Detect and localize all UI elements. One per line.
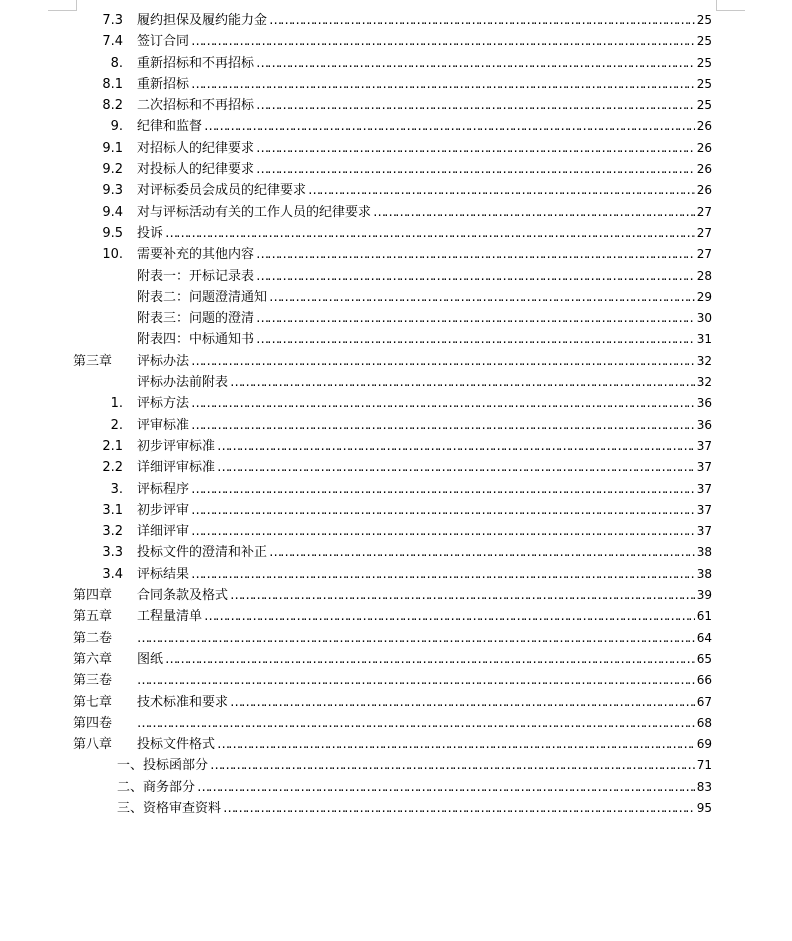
toc-entry-page-number: 37 (696, 524, 712, 539)
toc-entry-title: 评标办法 …………………………………………………………………………………………………………………………………………………………………………………………………… (137, 351, 695, 372)
toc-entry[interactable] (0, 585, 792, 606)
toc-entry[interactable] (0, 95, 792, 116)
toc-entry-page-number: 32 (696, 353, 712, 368)
toc-entry-page-number: 38 (696, 566, 712, 581)
toc-entry-title: 初步评审标准 …………………………………………………………………………………………………………………………………………………………………………………………………… (137, 436, 695, 457)
toc-entry-number: 第五章 (73, 609, 113, 625)
toc-entry[interactable] (0, 116, 792, 137)
toc-entry[interactable] (0, 10, 792, 31)
toc-entry-page-number: 39 (696, 588, 712, 603)
toc-entry-page-number: 27 (696, 204, 712, 219)
toc-entry-number: 第三卷 (73, 673, 113, 689)
toc-entry-page-number: 69 (696, 737, 712, 752)
toc-entry-title: 纪律和监督 …………………………………………………………………………………………………………………………………………………………………………………………………… (137, 116, 695, 137)
toc-entry-number: 9.1 (102, 140, 123, 156)
toc-entry-title: 对投标人的纪律要求 …………………………………………………………………………………………………………………………………………………………………………………………………… (137, 159, 695, 180)
toc-entry-number: 第四卷 (73, 715, 113, 731)
toc-entry[interactable] (0, 74, 792, 95)
toc-entry[interactable] (0, 479, 792, 500)
toc-entry-number: 第三章 (73, 353, 113, 369)
toc-entry-title: 重新招标和不再招标 …………………………………………………………………………………………………………………………………………………………………………………………………… (137, 53, 695, 74)
toc-entry-page-number: 61 (696, 609, 712, 624)
toc-entry-title: 重新招标 …………………………………………………………………………………………………………………………………………………………………………………………………… (137, 74, 695, 95)
toc-entry[interactable] (0, 500, 792, 521)
toc-entry-number: 第六章 (73, 651, 113, 667)
toc-entry-title: 对评标委员会成员的纪律要求 …………………………………………………………………………………………………………………………………………………………………………………………………… (137, 180, 695, 201)
toc-entry-page-number: 64 (696, 630, 712, 645)
toc-entry[interactable] (0, 755, 792, 776)
toc-entry-title: 初步评审 …………………………………………………………………………………………………………………………………………………………………………………………………… (137, 500, 695, 521)
toc-entry[interactable] (0, 180, 792, 201)
toc-entry-page-number: 32 (696, 375, 712, 390)
toc-entry[interactable] (0, 372, 792, 393)
toc-entry-number: 3. (110, 481, 123, 497)
toc-entry[interactable] (0, 521, 792, 542)
toc-entry-page-number: 29 (696, 289, 712, 304)
toc-entry-page-number: 28 (696, 268, 712, 283)
toc-entry-number: 10. (102, 247, 123, 263)
toc-entry-page-number: 30 (696, 311, 712, 326)
toc-entry-number: 第二卷 (73, 630, 113, 646)
toc-entry-title: 投标文件格式 …………………………………………………………………………………………………………………………………………………………………………………………………… (137, 734, 695, 755)
toc-entry[interactable] (0, 564, 792, 585)
toc-entry-number: 2.1 (102, 438, 123, 454)
toc-entry-title: 合同条款及格式 …………………………………………………………………………………………………………………………………………………………………………………………………… (137, 585, 695, 606)
toc-entry-title: 需要补充的其他内容 …………………………………………………………………………………………………………………………………………………………………………………………………… (137, 244, 695, 265)
toc-entry-number: 9.2 (102, 162, 123, 178)
toc-entry-page-number: 27 (696, 225, 712, 240)
toc-entry-page-number: 67 (696, 694, 712, 709)
toc-entry[interactable] (0, 159, 792, 180)
toc-entry[interactable] (0, 329, 792, 350)
toc-entry-number: 3.2 (102, 524, 123, 540)
toc-entry-title: 投诉 …………………………………………………………………………………………………………………………………………………………………………………………………… (137, 223, 695, 244)
toc-entry-title: 评标结果 …………………………………………………………………………………………………………………………………………………………………………………………………… (137, 564, 695, 585)
toc-entry[interactable] (0, 393, 792, 414)
toc-entry[interactable] (0, 457, 792, 478)
toc-entry-title: 评审标准 …………………………………………………………………………………………………………………………………………………………………………………………………… (137, 415, 695, 436)
toc-entry-number: 7.3 (102, 13, 123, 28)
toc-entry-title: 图纸 …………………………………………………………………………………………………………………………………………………………………………………………………… (137, 649, 695, 670)
toc-entry-page-number: 38 (696, 545, 712, 560)
toc-entry-title (137, 670, 695, 691)
toc-entry-number: 9.3 (102, 183, 123, 199)
toc-entry[interactable] (0, 798, 792, 819)
toc-entry[interactable] (0, 138, 792, 159)
toc-entry-title: 二、商务部分 …………………………………………………………………………………………………………………………………………………………………………………………………… (117, 777, 695, 798)
toc-entry[interactable] (0, 202, 792, 223)
table-of-contents (0, 10, 792, 819)
toc-entry-title: 附表二：问题澄清通知 …………………………………………………………………………………………………………………………………………………………………………………………………… (137, 287, 695, 308)
toc-entry-title: 工程量清单 …………………………………………………………………………………………………………………………………………………………………………………………………… (137, 606, 695, 627)
toc-entry-title (137, 628, 695, 649)
toc-entry[interactable] (0, 415, 792, 436)
toc-entry-page-number: 25 (696, 13, 712, 27)
toc-entry-title: 详细评审 …………………………………………………………………………………………………………………………………………………………………………………………………… (137, 521, 695, 542)
toc-entry-page-number: 37 (696, 438, 712, 453)
toc-entry[interactable] (0, 436, 792, 457)
toc-entry-page-number: 36 (696, 396, 712, 411)
toc-entry-title: 详细评审标准 …………………………………………………………………………………………………………………………………………………………………………………………………… (137, 457, 695, 478)
toc-entry-title: 对与评标活动有关的工作人员的纪律要求 …………………………………………………………………………………………………………………………………………………………………………………………………… (137, 202, 695, 223)
toc-entry-page-number: 37 (696, 460, 712, 475)
toc-entry-number: 第八章 (73, 737, 113, 753)
toc-entry-number: 2.2 (102, 460, 123, 476)
toc-entry-number: 8. (110, 55, 123, 71)
toc-entry-page-number: 25 (696, 98, 712, 113)
toc-entry-title: 附表三：问题的澄清 …………………………………………………………………………………………………………………………………………………………………………………………………… (137, 308, 695, 329)
toc-entry-title: 二次招标和不再招标 …………………………………………………………………………………………………………………………………………………………………………………………………… (137, 95, 695, 116)
toc-entry-page-number: 25 (696, 55, 712, 70)
toc-entry-page-number: 68 (696, 715, 712, 730)
toc-entry[interactable] (0, 734, 792, 755)
toc-entry[interactable] (0, 244, 792, 265)
toc-entry-title (137, 713, 695, 734)
toc-entry-page-number: 37 (696, 481, 712, 496)
toc-entry-number: 9.5 (102, 225, 123, 241)
toc-entry-page-number: 36 (696, 417, 712, 432)
toc-entry[interactable] (0, 287, 792, 308)
toc-entry-page-number: 27 (696, 247, 712, 262)
toc-entry-title: 评标办法前附表 …………………………………………………………………………………………………………………………………………………………………………………………………… (137, 372, 695, 393)
toc-entry-page-number: 65 (696, 651, 712, 666)
toc-entry-number: 8.1 (102, 76, 123, 92)
toc-entry-page-number: 83 (696, 779, 712, 794)
toc-entry[interactable] (0, 266, 792, 287)
toc-entry-number: 8.2 (102, 98, 123, 114)
toc-entry[interactable] (0, 606, 792, 627)
toc-entry-page-number: 71 (696, 758, 712, 773)
toc-entry[interactable] (0, 628, 792, 649)
toc-entry-title: 履约担保及履约能力金 …………………………………………………………………………………………………………………………………………………………………………………………………… (137, 10, 695, 31)
toc-entry[interactable] (0, 223, 792, 244)
toc-entry-number: 第四章 (73, 588, 113, 604)
toc-entry-number: 7.4 (102, 34, 123, 50)
toc-entry-title: 技术标准和要求 …………………………………………………………………………………………………………………………………………………………………………………………………… (137, 692, 695, 713)
toc-entry[interactable] (0, 777, 792, 798)
toc-entry[interactable] (0, 542, 792, 563)
toc-entry-title: 评标方法 …………………………………………………………………………………………………………………………………………………………………………………………………… (137, 393, 695, 414)
toc-entry-title: 三、资格审查资料 …………………………………………………………………………………………………………………………………………………………………………………………………… (117, 798, 695, 819)
toc-entry[interactable] (0, 670, 792, 691)
toc-entry-page-number: 25 (696, 34, 712, 49)
toc-entry[interactable] (0, 351, 792, 372)
toc-entry-page-number: 26 (696, 119, 712, 134)
toc-entry-number: 1. (110, 396, 123, 412)
toc-entry[interactable] (0, 31, 792, 52)
toc-entry-page-number: 26 (696, 140, 712, 155)
toc-entry-title: 附表一：开标记录表 …………………………………………………………………………………………………………………………………………………………………………………………………… (137, 266, 695, 287)
toc-entry-title: 评标程序 …………………………………………………………………………………………………………………………………………………………………………………………………… (137, 479, 695, 500)
toc-entry-title: 一、投标函部分 …………………………………………………………………………………………………………………………………………………………………………………………………… (117, 755, 695, 776)
toc-entry-page-number: 66 (696, 673, 712, 688)
toc-entry[interactable] (0, 713, 792, 734)
toc-entry[interactable] (0, 53, 792, 74)
toc-entry-title: 对招标人的纪律要求 …………………………………………………………………………………………………………………………………………………………………………………………………… (137, 138, 695, 159)
toc-entry-number: 3.4 (102, 566, 123, 582)
toc-entry-page-number: 95 (696, 800, 712, 815)
toc-entry[interactable] (0, 308, 792, 329)
toc-entry-page-number: 25 (696, 76, 712, 91)
toc-entry[interactable] (0, 649, 792, 670)
toc-entry-number: 第七章 (73, 694, 113, 710)
toc-entry-page-number: 26 (696, 183, 712, 198)
toc-entry-page-number: 37 (696, 502, 712, 517)
toc-entry-page-number: 26 (696, 162, 712, 177)
toc-entry-number: 3.3 (102, 545, 123, 561)
toc-entry-title: 投标文件的澄清和补正 …………………………………………………………………………………………………………………………………………………………………………………………………… (137, 542, 695, 563)
toc-entry[interactable] (0, 692, 792, 713)
toc-entry-number: 3.1 (102, 502, 123, 518)
toc-entry-number: 2. (110, 417, 123, 433)
toc-entry-title: 签订合同 …………………………………………………………………………………………………………………………………………………………………………………………………… (137, 31, 695, 52)
toc-entry-number: 9.4 (102, 204, 123, 220)
toc-entry-title: 附表四：中标通知书 …………………………………………………………………………………………………………………………………………………………………………………………………… (137, 329, 695, 350)
toc-entry-page-number: 31 (696, 332, 712, 347)
toc-entry-number: 9. (110, 119, 123, 135)
